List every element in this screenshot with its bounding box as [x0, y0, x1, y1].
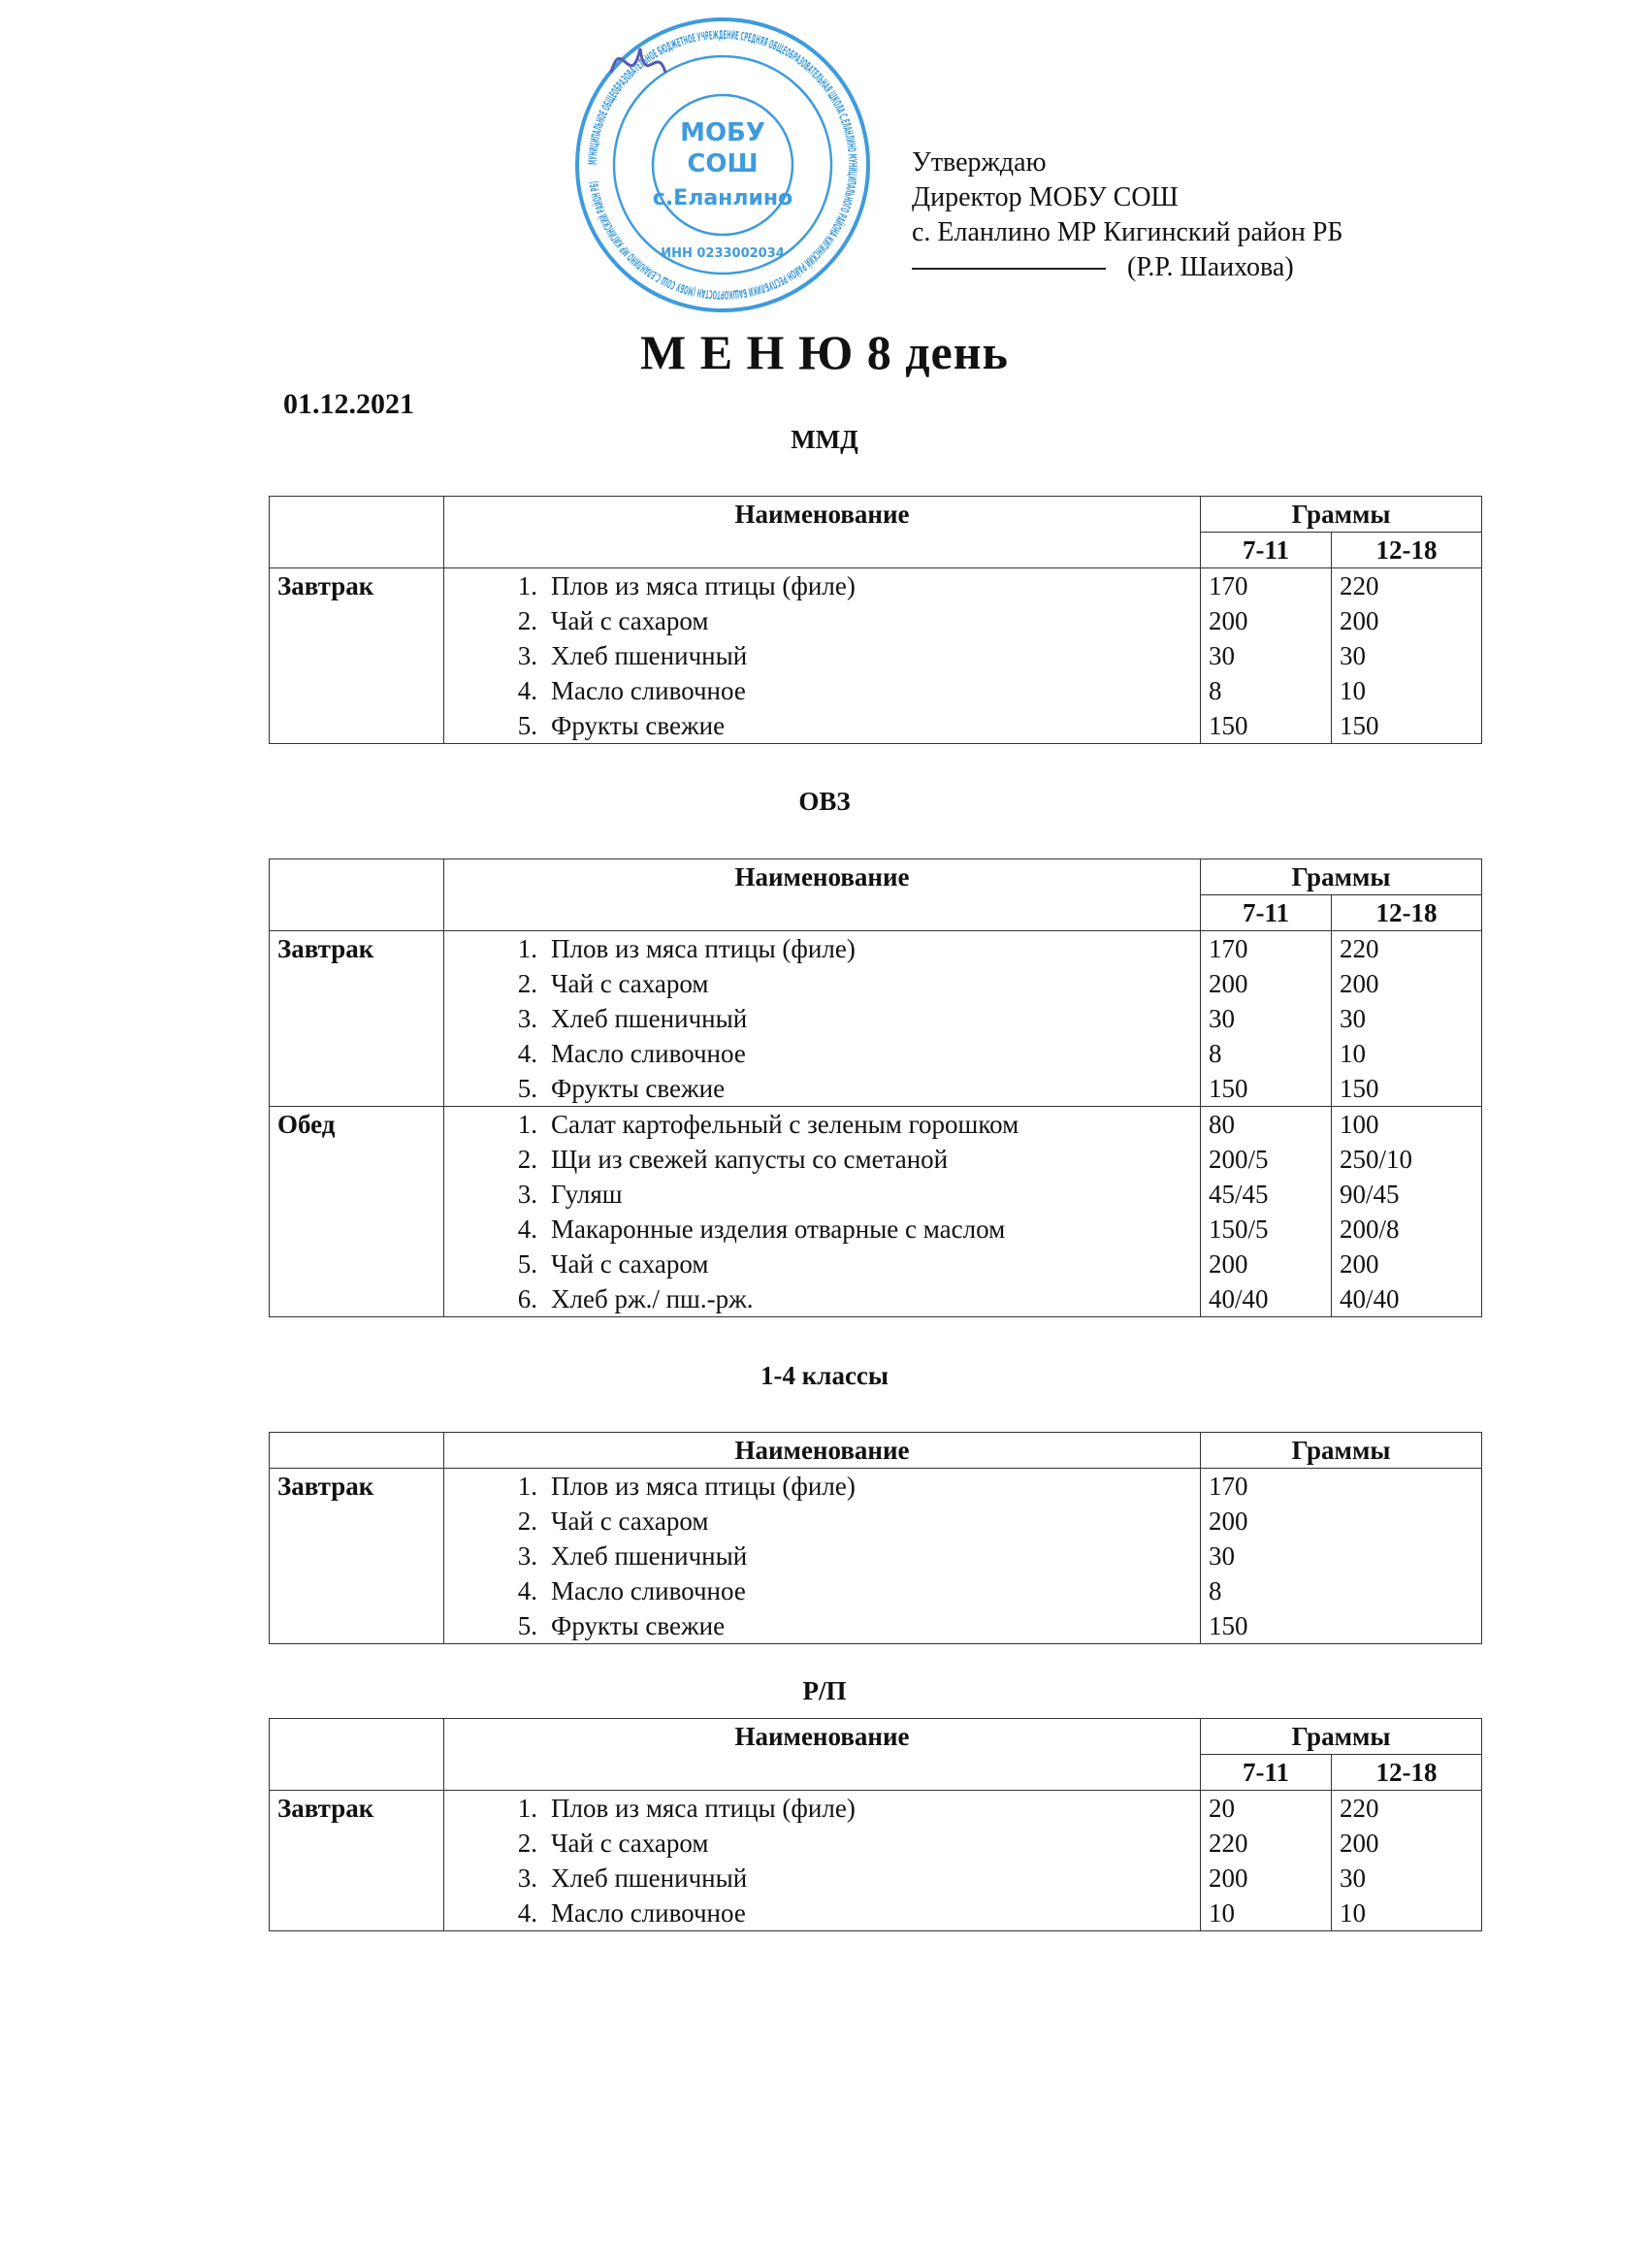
age-group-header: 12-18: [1332, 1755, 1482, 1791]
header-row: [270, 1433, 1482, 1469]
approval-line-1: Утверждаю: [912, 147, 1047, 178]
dish-name: Хлеб пшеничный: [551, 1004, 748, 1033]
dish-name: Фрукты свежие: [551, 1611, 726, 1640]
dish-name: Чай с сахаром: [551, 606, 709, 635]
grams-value: 8: [1209, 676, 1222, 705]
page-title: М Е Н Ю 8 день: [640, 325, 1009, 379]
grams-value: 150/5: [1209, 1215, 1269, 1244]
dish-name: Масло сливочное: [551, 1039, 746, 1068]
dish-number: 3.: [517, 1541, 537, 1571]
name-header: Наименование: [444, 497, 1201, 568]
meal-header-cell: [270, 1719, 444, 1791]
dish-number: 4.: [517, 1039, 537, 1068]
grams-value: 150: [1209, 711, 1248, 740]
grams-value: 220: [1340, 934, 1379, 963]
header-row: [270, 1719, 1482, 1755]
official-stamp: [572, 15, 873, 315]
grams-value: 200: [1340, 1829, 1379, 1858]
stamp-center-3: с.Еланлино: [652, 186, 793, 211]
dish-number: 2.: [517, 1829, 537, 1858]
dish-item: [452, 1177, 1192, 1212]
dish-name: Фрукты свежие: [551, 711, 726, 740]
dish-name: Чай с сахаром: [551, 1829, 709, 1858]
dish-name: Салат картофельный с зеленым горошком: [551, 1110, 1019, 1139]
dish-number: 3.: [517, 1004, 537, 1033]
grams-value: 200: [1209, 969, 1248, 998]
grams-col-2: [1332, 1791, 1482, 1931]
grams-value: 200: [1209, 1507, 1248, 1536]
grams-value: 30: [1209, 641, 1235, 670]
dish-name: Чай с сахаром: [551, 1507, 709, 1536]
meal-name: Завтрак: [270, 931, 444, 1107]
approval-signatory: (Р.Р. Шаихова): [1127, 252, 1294, 282]
stamp-center-1: МОБУ: [680, 118, 765, 147]
stamp-ring-text: МУНИЦИПАЛЬНОЕ ОБЩЕОБРАЗОВАТЕЛЬНОЕ БЮДЖЕТНОЕ УЧРЕЖДЕНИЕ СРЕДНЯЯ ОБЩЕОБРАЗОВАТЕЛЬНАЯ ШКОЛА С.ЕЛАНЛИНО МУНИЦИПАЛЬНОГО РАЙОНА КИГИНСКИЙ РАЙОН РЕСПУБЛИКИ БАШКОРТОСТАН (МОБУ СОШ С.ЕЛАНЛИНО МР КИГИНСКИЙ РАЙОН РБ): [585, 27, 860, 303]
dish-item: [452, 1469, 1192, 1504]
dish-name: Плов из мяса птицы (филе): [551, 1794, 856, 1823]
name-header: Наименование: [444, 859, 1201, 931]
dish-item: [452, 1608, 1192, 1643]
grams-value: 100: [1340, 1110, 1379, 1139]
grams-header: Граммы: [1201, 1719, 1482, 1755]
age-group-header: 7-11: [1201, 895, 1332, 931]
dish-item: [452, 1539, 1192, 1573]
grams-header: Граммы: [1201, 497, 1482, 533]
dish-item: [452, 708, 1192, 743]
grams-value: 200: [1209, 606, 1248, 635]
grams-value: 90/45: [1340, 1180, 1400, 1209]
grams-col-1: [1201, 1791, 1332, 1931]
dish-item: [452, 603, 1192, 638]
dish-name: Хлеб рж./ пш.-рж.: [551, 1284, 754, 1313]
name-header: Наименование: [444, 1719, 1201, 1791]
dish-name: Масло сливочное: [551, 1898, 746, 1928]
dish-item: [452, 673, 1192, 708]
grams-value: 200/5: [1209, 1145, 1269, 1174]
dish-number: 4.: [517, 1576, 537, 1605]
dish-name: Фрукты свежие: [551, 1074, 726, 1103]
dish-item: [452, 1036, 1192, 1071]
grams-col-1: [1201, 1469, 1482, 1644]
dish-item: [452, 638, 1192, 673]
grams-col-1: [1201, 1107, 1332, 1317]
age-group-header: 12-18: [1332, 533, 1482, 568]
meal-header-cell: [270, 859, 444, 931]
grams-value: 150: [1340, 711, 1379, 740]
dish-list: [444, 931, 1201, 1107]
grams-value: 150: [1209, 1074, 1248, 1103]
grams-value: 170: [1209, 934, 1248, 963]
dish-name: Масло сливочное: [551, 676, 746, 705]
grams-col-2: [1332, 1107, 1482, 1317]
dish-number: 5.: [517, 1249, 537, 1279]
grams-col-2: [1332, 568, 1482, 744]
grams-value: 200: [1340, 969, 1379, 998]
dish-name: Хлеб пшеничный: [551, 1541, 748, 1571]
approval-line-3: с. Еланлино МР Кигинский район РБ: [912, 217, 1343, 247]
grams-value: 150: [1340, 1074, 1379, 1103]
dish-item: [452, 1247, 1192, 1281]
table-row: [270, 568, 1482, 744]
grams-value: 170: [1209, 1472, 1248, 1501]
grams-value: 10: [1340, 1898, 1366, 1928]
grams-value: 200: [1209, 1249, 1248, 1279]
section-label: ОВЗ: [798, 787, 851, 816]
meal-name: Завтрак: [270, 568, 444, 744]
dish-item: [452, 1107, 1192, 1142]
grams-value: 200: [1209, 1863, 1248, 1893]
grams-value: 10: [1340, 1039, 1366, 1068]
dish-item: [452, 1895, 1192, 1930]
menu-date: 01.12.2021: [283, 388, 414, 420]
dish-name: Щи из свежей капусты со сметаной: [551, 1145, 949, 1174]
grams-value: 200: [1340, 1249, 1379, 1279]
grams-value: 250/10: [1340, 1145, 1413, 1174]
grams-value: 30: [1209, 1541, 1235, 1571]
dish-number: 1.: [517, 571, 537, 600]
grams-value: 30: [1340, 1863, 1366, 1893]
dish-number: 2.: [517, 1507, 537, 1536]
dish-number: 6.: [517, 1284, 537, 1313]
dish-number: 2.: [517, 606, 537, 635]
grams-value: 200: [1340, 606, 1379, 635]
dish-name: Чай с сахаром: [551, 1249, 709, 1279]
menu-table: [269, 1718, 1482, 1931]
dish-number: 4.: [517, 676, 537, 705]
grams-col-1: [1201, 931, 1332, 1107]
grams-value: 10: [1340, 676, 1366, 705]
table-row: [270, 1107, 1482, 1317]
grams-value: 8: [1209, 1576, 1222, 1605]
dish-number: 1.: [517, 1794, 537, 1823]
dish-item: [452, 1826, 1192, 1861]
dish-number: 4.: [517, 1898, 537, 1928]
dish-number: 5.: [517, 1074, 537, 1103]
dish-name: Чай с сахаром: [551, 969, 709, 998]
grams-header: Граммы: [1201, 859, 1482, 895]
age-group-header: 7-11: [1201, 533, 1332, 568]
grams-value: 150: [1209, 1611, 1248, 1640]
dish-number: 3.: [517, 1180, 537, 1209]
dish-item: [452, 1142, 1192, 1177]
grams-value: 40/40: [1209, 1284, 1269, 1313]
grams-value: 8: [1209, 1039, 1222, 1068]
dish-number: 4.: [517, 1215, 537, 1244]
dish-item: [452, 1861, 1192, 1895]
dish-name: Плов из мяса птицы (филе): [551, 571, 856, 600]
name-header: Наименование: [444, 1433, 1201, 1469]
grams-value: 45/45: [1209, 1180, 1269, 1209]
dish-name: Гуляш: [551, 1180, 623, 1209]
dish-name: Макаронные изделия отварные с маслом: [551, 1215, 1006, 1244]
dish-number: 5.: [517, 1611, 537, 1640]
dish-number: 2.: [517, 969, 537, 998]
dish-name: Плов из мяса птицы (филе): [551, 934, 856, 963]
dish-number: 1.: [517, 934, 537, 963]
age-group-header: 7-11: [1201, 1755, 1332, 1791]
grams-value: 20: [1209, 1794, 1235, 1823]
dish-number: 3.: [517, 641, 537, 670]
signature-line: [912, 268, 1106, 270]
dish-number: 2.: [517, 1145, 537, 1174]
grams-col-1: [1201, 568, 1332, 744]
section-label: 1-4 классы: [760, 1361, 889, 1390]
grams-value: 170: [1209, 571, 1248, 600]
dish-number: 1.: [517, 1472, 537, 1501]
grams-value: 80: [1209, 1110, 1235, 1139]
menu-table: [269, 859, 1482, 1317]
grams-col-2: [1332, 931, 1482, 1107]
dish-item: [452, 1212, 1192, 1247]
dish-number: 1.: [517, 1110, 537, 1139]
meal-name: Завтрак: [270, 1469, 444, 1644]
dish-item: [452, 931, 1192, 966]
grams-value: 10: [1209, 1898, 1235, 1928]
meal-name: Обед: [270, 1107, 444, 1317]
section-label: Р/П: [802, 1676, 847, 1705]
stamp-inn: ИНН 0233002034: [661, 246, 785, 261]
dish-item: [452, 568, 1192, 603]
dish-item: [452, 1573, 1192, 1608]
dish-item: [452, 1791, 1192, 1826]
table-row: [270, 1469, 1482, 1644]
header-row: [270, 497, 1482, 533]
dish-list: [444, 1107, 1201, 1317]
stamp-center-2: СОШ: [687, 149, 759, 178]
meal-name: Завтрак: [270, 1791, 444, 1931]
grams-value: 30: [1340, 1004, 1366, 1033]
age-group-header: 12-18: [1332, 895, 1482, 931]
meal-header-cell: [270, 497, 444, 568]
grams-value: 220: [1340, 571, 1379, 600]
meal-header-cell: [270, 1433, 444, 1469]
dish-name: Хлеб пшеничный: [551, 1863, 748, 1893]
approval-block: [912, 146, 1343, 285]
dish-item: [452, 1504, 1192, 1539]
dish-item: [452, 1071, 1192, 1106]
dish-number: 5.: [517, 711, 537, 740]
header-row: [270, 859, 1482, 895]
dish-number: 3.: [517, 1863, 537, 1893]
dish-item: [452, 1001, 1192, 1036]
dish-list: [444, 1469, 1201, 1644]
menu-table: [269, 496, 1482, 744]
grams-value: 220: [1209, 1829, 1248, 1858]
grams-value: 40/40: [1340, 1284, 1400, 1313]
grams-value: 220: [1340, 1794, 1379, 1823]
table-row: [270, 931, 1482, 1107]
dish-list: [444, 568, 1201, 744]
dish-name: Плов из мяса птицы (филе): [551, 1472, 856, 1501]
dish-item: [452, 966, 1192, 1001]
grams-header: Граммы: [1201, 1433, 1482, 1469]
dish-item: [452, 1281, 1192, 1316]
grams-value: 30: [1340, 641, 1366, 670]
dish-name: Хлеб пшеничный: [551, 641, 748, 670]
section-label: ММД: [791, 425, 858, 454]
approval-line-2: Директор МОБУ СОШ: [912, 182, 1179, 212]
menu-table: [269, 1432, 1482, 1644]
dish-list: [444, 1791, 1201, 1931]
grams-value: 200/8: [1340, 1215, 1400, 1244]
grams-value: 30: [1209, 1004, 1235, 1033]
dish-name: Масло сливочное: [551, 1576, 746, 1605]
table-row: [270, 1791, 1482, 1931]
